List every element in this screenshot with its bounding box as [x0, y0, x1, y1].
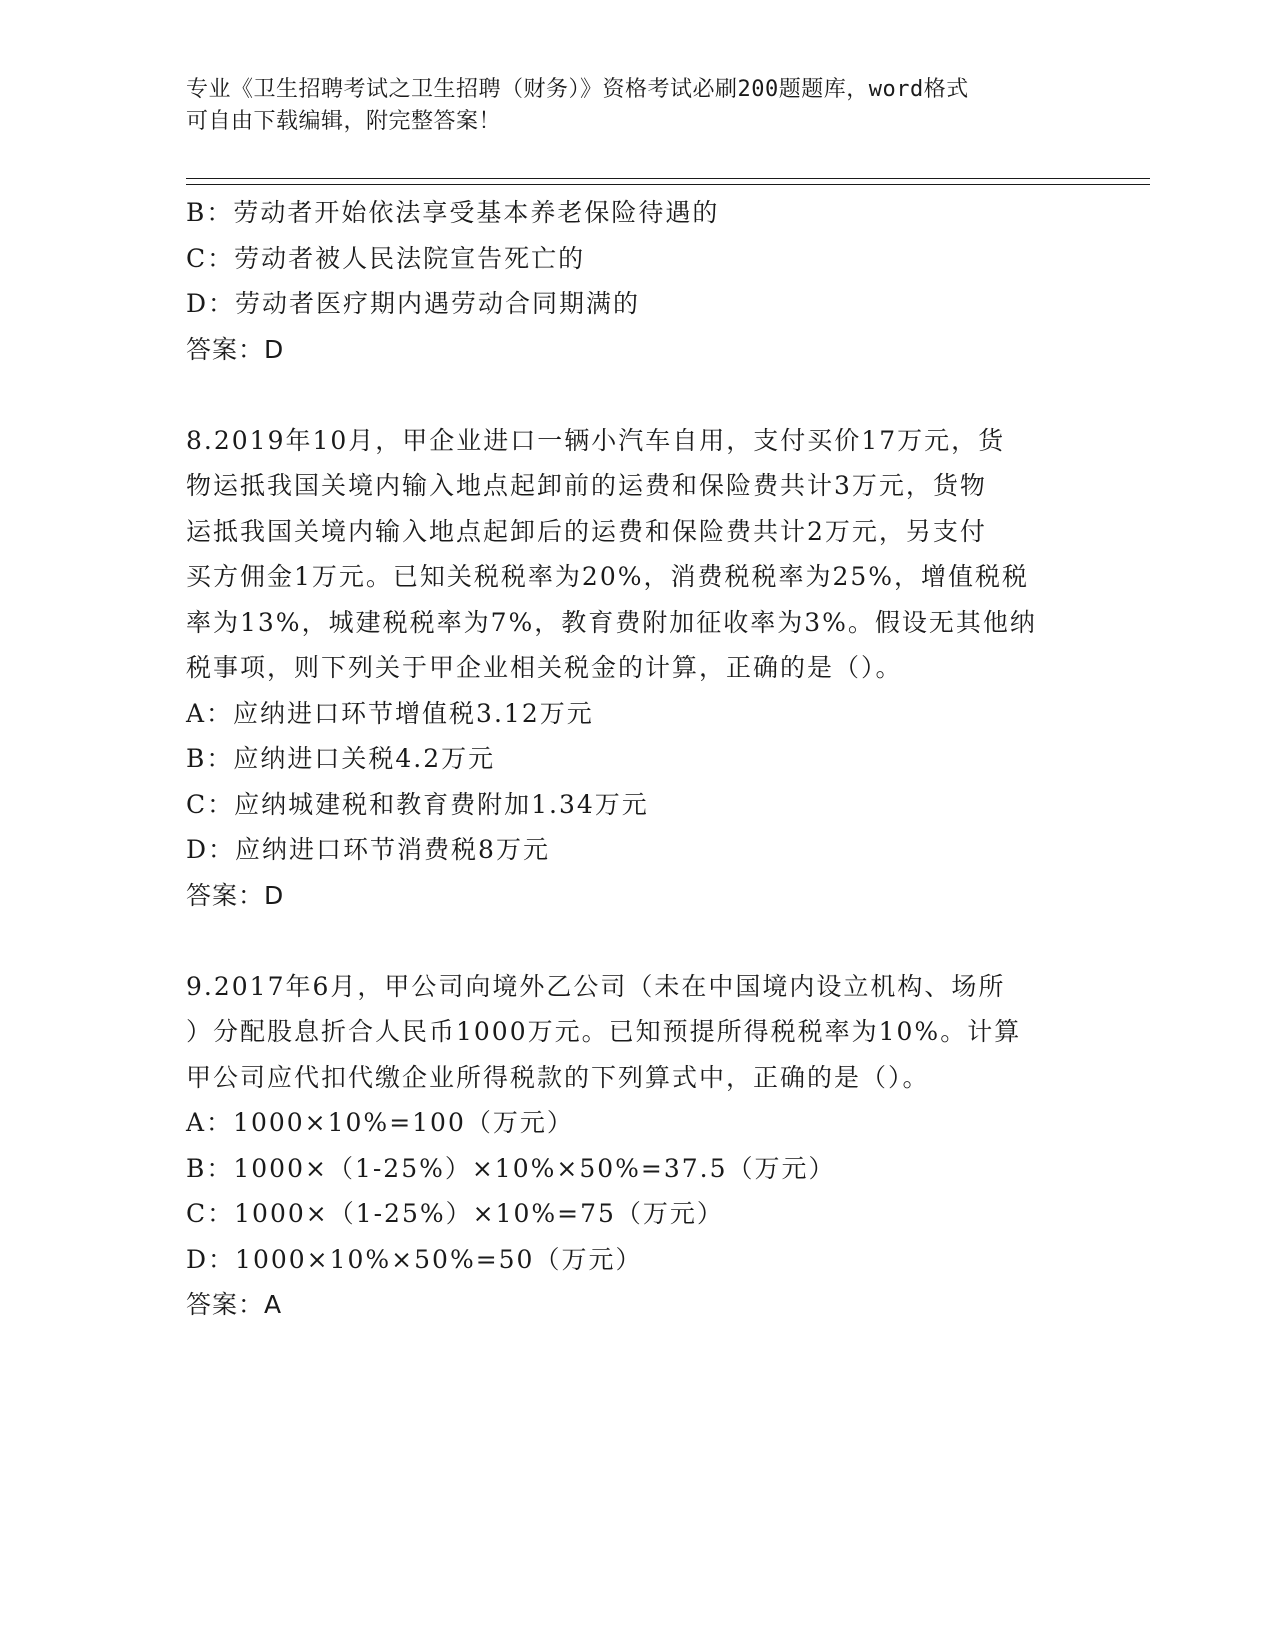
stem-line: 甲公司应代扣代缴企业所得税款的下列算式中，正确的是（）。 — [186, 1062, 930, 1092]
question-9-options — [186, 1100, 1076, 1282]
option-c: C：劳动者被人民法院宣告死亡的 — [186, 243, 586, 273]
stem-line: 8.2019年10月，甲企业进口一辆小汽车自用，支付买价17万元，货 — [186, 425, 1006, 455]
option-d: D：1000×10%×50%=50（万元） — [186, 1244, 643, 1274]
question-9-answer: 答案：A — [186, 1290, 283, 1319]
option-a: A：1000×10%=100（万元） — [186, 1108, 574, 1137]
stem-line: 运抵我国关境内输入地点起卸后的运费和保险费共计2万元，另支付 — [186, 516, 987, 546]
stem-line: 率为13%，城建税税率为7%，教育费附加征收率为3%。假设无其他纳 — [186, 607, 1037, 637]
option-b: B：1000×（1-25%）×10%×50%=37.5（万元） — [186, 1153, 836, 1183]
header-line-1: 专业《卫生招聘考试之卫生招聘（财务）》资格考试必刷200题题库，word格式 — [186, 77, 969, 102]
spacer — [186, 372, 1076, 418]
stem-line: 物运抵我国关境内输入地点起卸前的运费和保险费共计3万元，货物 — [186, 471, 987, 500]
stem-line: ）分配股息折合人民币1000万元。已知预提所得税税率为10%。计算 — [186, 1017, 1022, 1046]
option-b: B：应纳进口关税4.2万元 — [186, 744, 496, 773]
option-d: D：劳动者医疗期内遇劳动合同期满的 — [186, 289, 641, 318]
option-d: D：应纳进口环节消费税8万元 — [186, 835, 550, 864]
header-divider-bottom — [186, 184, 1150, 185]
stem-line: 税事项，则下列关于甲企业相关税金的计算，正确的是（）。 — [186, 653, 903, 682]
question-9-stem — [186, 964, 1076, 1101]
option-a: A：应纳进口环节增值税3.12万元 — [186, 698, 594, 728]
option-b: B：劳动者开始依法享受基本养老保险待遇的 — [186, 198, 720, 227]
page-header — [186, 74, 1066, 138]
option-c: C：1000×（1-25%）×10%=75（万元） — [186, 1199, 724, 1228]
question-8-options — [186, 691, 1076, 873]
stem-line: 买方佣金1万元。已知关税税率为20%，消费税税率为25%，增值税税 — [186, 562, 1030, 591]
header-line-2: 可自由下载编辑，附完整答案！ — [186, 109, 502, 134]
option-c: C：应纳城建税和教育费附加1.34万元 — [186, 789, 649, 819]
question-content — [186, 190, 1076, 1328]
spacer — [186, 918, 1076, 964]
header-divider-top — [186, 178, 1150, 179]
question-8-answer: 答案：D — [186, 880, 285, 910]
question-7-options — [186, 190, 1076, 327]
question-8-stem — [186, 418, 1076, 691]
question-7-answer: 答案：D — [186, 334, 285, 364]
stem-line: 9.2017年6月，甲公司向境外乙公司（未在中国境内设立机构、场所 — [186, 971, 1006, 1001]
